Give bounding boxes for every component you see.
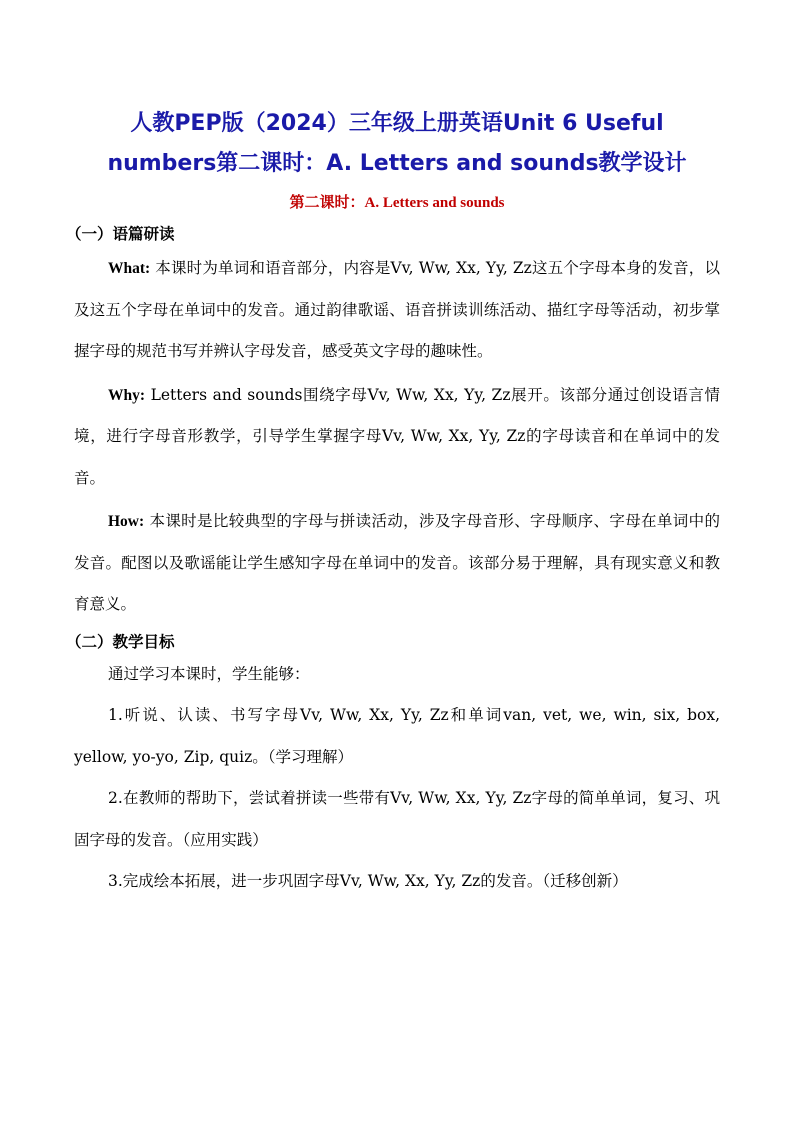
- title-line-2: numbers第二课时：A. Letters and sounds教学设计: [107, 151, 687, 176]
- objective-item-2: 2.在教师的帮助下，尝试着拼读一些带有Vv, Ww, Xx, Yy, Zz字母的简单单词，复习、巩固字母的发音。（应用实践）: [74, 789, 720, 849]
- why-paragraph: [74, 375, 720, 500]
- document-title: [74, 104, 720, 184]
- why-label: Why:: [108, 386, 146, 404]
- title-line-1: 人教PEP版（2024）三年级上册英语Unit 6 Useful: [130, 111, 664, 136]
- objective-item-1: 1.听说、认读、书写字母Vv, Ww, Xx, Yy, Zz和单词van, vet, we, win, six, box, yellow, yo-yo, Zip, quiz。（学习理解）: [74, 706, 720, 766]
- how-text: 本课时是比较典型的字母与拼读活动，涉及字母音形、字母顺序、字母在单词中的发音。配图以及歌谣能让学生感知字母在单词中的发音。该部分易于理解，具有现实意义和教育意义。: [74, 512, 720, 613]
- section-heading-objectives: （二）教学目标: [66, 632, 175, 651]
- what-label: What:: [108, 260, 151, 277]
- why-text: Letters and sounds围绕字母Vv, Ww, Xx, Yy, Zz展开。该部分通过创设语言情境，进行字母音形教学，引导学生掌握字母Vv, Ww, Xx, Yy, Zz的字母读音和在单词中的发音。: [74, 385, 720, 487]
- how-label: How:: [108, 513, 145, 530]
- objectives-intro: 通过学习本课时，学生能够：: [108, 664, 310, 683]
- lesson-subtitle: 第二课时：A. Letters and sounds: [289, 195, 505, 211]
- objective-item-3: 3.完成绘本拓展，进一步巩固字母Vv, Ww, Xx, Yy, Zz的发音。（迁移创新）: [108, 872, 628, 890]
- what-paragraph: [74, 248, 720, 373]
- how-paragraph: [74, 501, 720, 626]
- section-heading-text-analysis: （一）语篇研读: [66, 225, 175, 243]
- what-text: 本课时为单词和语音部分，内容是Vv, Ww, Xx, Yy, Zz这五个字母本身的发音，以及这五个字母在单词中的发音。通过韵律歌谣、语音拼读训练活动、描红字母等活动，初步掌握字母的规范书写并辨认字母发音，感受英文字母的趣味性。: [74, 259, 720, 360]
